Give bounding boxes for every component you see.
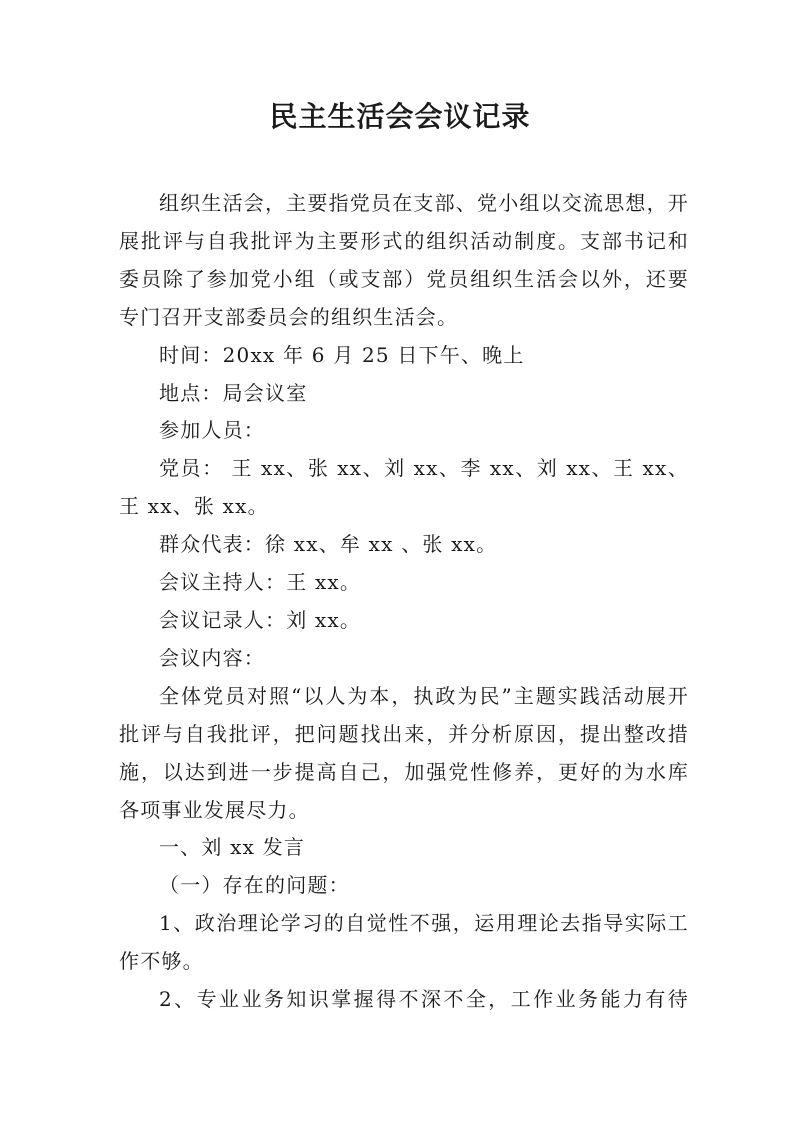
meeting-recorder: 会议记录人：刘 xx。 xyxy=(159,607,362,632)
intro-paragraph: 组织生活会，主要指党员在支部、党小组以交流思想，开展批评与自我批评为主要形式的组织活动制度。支部书记和委员除了参加党小组（或支部）党员组织生活会以外，还要专门召开支部委员会的组织生活会。 xyxy=(119,191,689,329)
meeting-content-label: 会议内容： xyxy=(159,645,265,670)
meeting-location: 地点：局会议室 xyxy=(159,380,308,405)
section-heading: 一、刘 xx 发言 xyxy=(159,835,306,860)
party-members: 党员： 王 xx、张 xx、刘 xx、李 xx、刘 xx、王 xx、王 xx、张 xx。 xyxy=(119,456,689,519)
subsection-heading: （一）存在的问题： xyxy=(159,873,350,898)
attendees-label: 参加人员： xyxy=(159,418,265,443)
meeting-content-paragraph: 全体党员对照“以人为本，执政为民”主题实践活动展开批评与自我批评，把问题找出来，并分析原因，提出整改措施，以达到进一步提高自己，加强党性修养，更好的为水库各项事业发展尽力。 xyxy=(119,683,689,822)
public-representatives: 群众代表：徐 xx、牟 xx 、张 xx。 xyxy=(159,532,498,557)
document-body xyxy=(119,185,689,1019)
issue-item-1: 1、政治理论学习的自觉性不强，运用理论去指导实际工作不够。 xyxy=(119,911,689,974)
meeting-time: 时间：20xx 年 6 月 25 日下午、晚上 xyxy=(159,342,525,367)
issue-item-2: 2、专业业务知识掌握得不深不全，工作业务能力有待 xyxy=(159,987,689,1012)
document-title: 民主生活会会议记录 xyxy=(269,100,531,133)
meeting-host: 会议主持人：王 xx。 xyxy=(159,570,362,595)
